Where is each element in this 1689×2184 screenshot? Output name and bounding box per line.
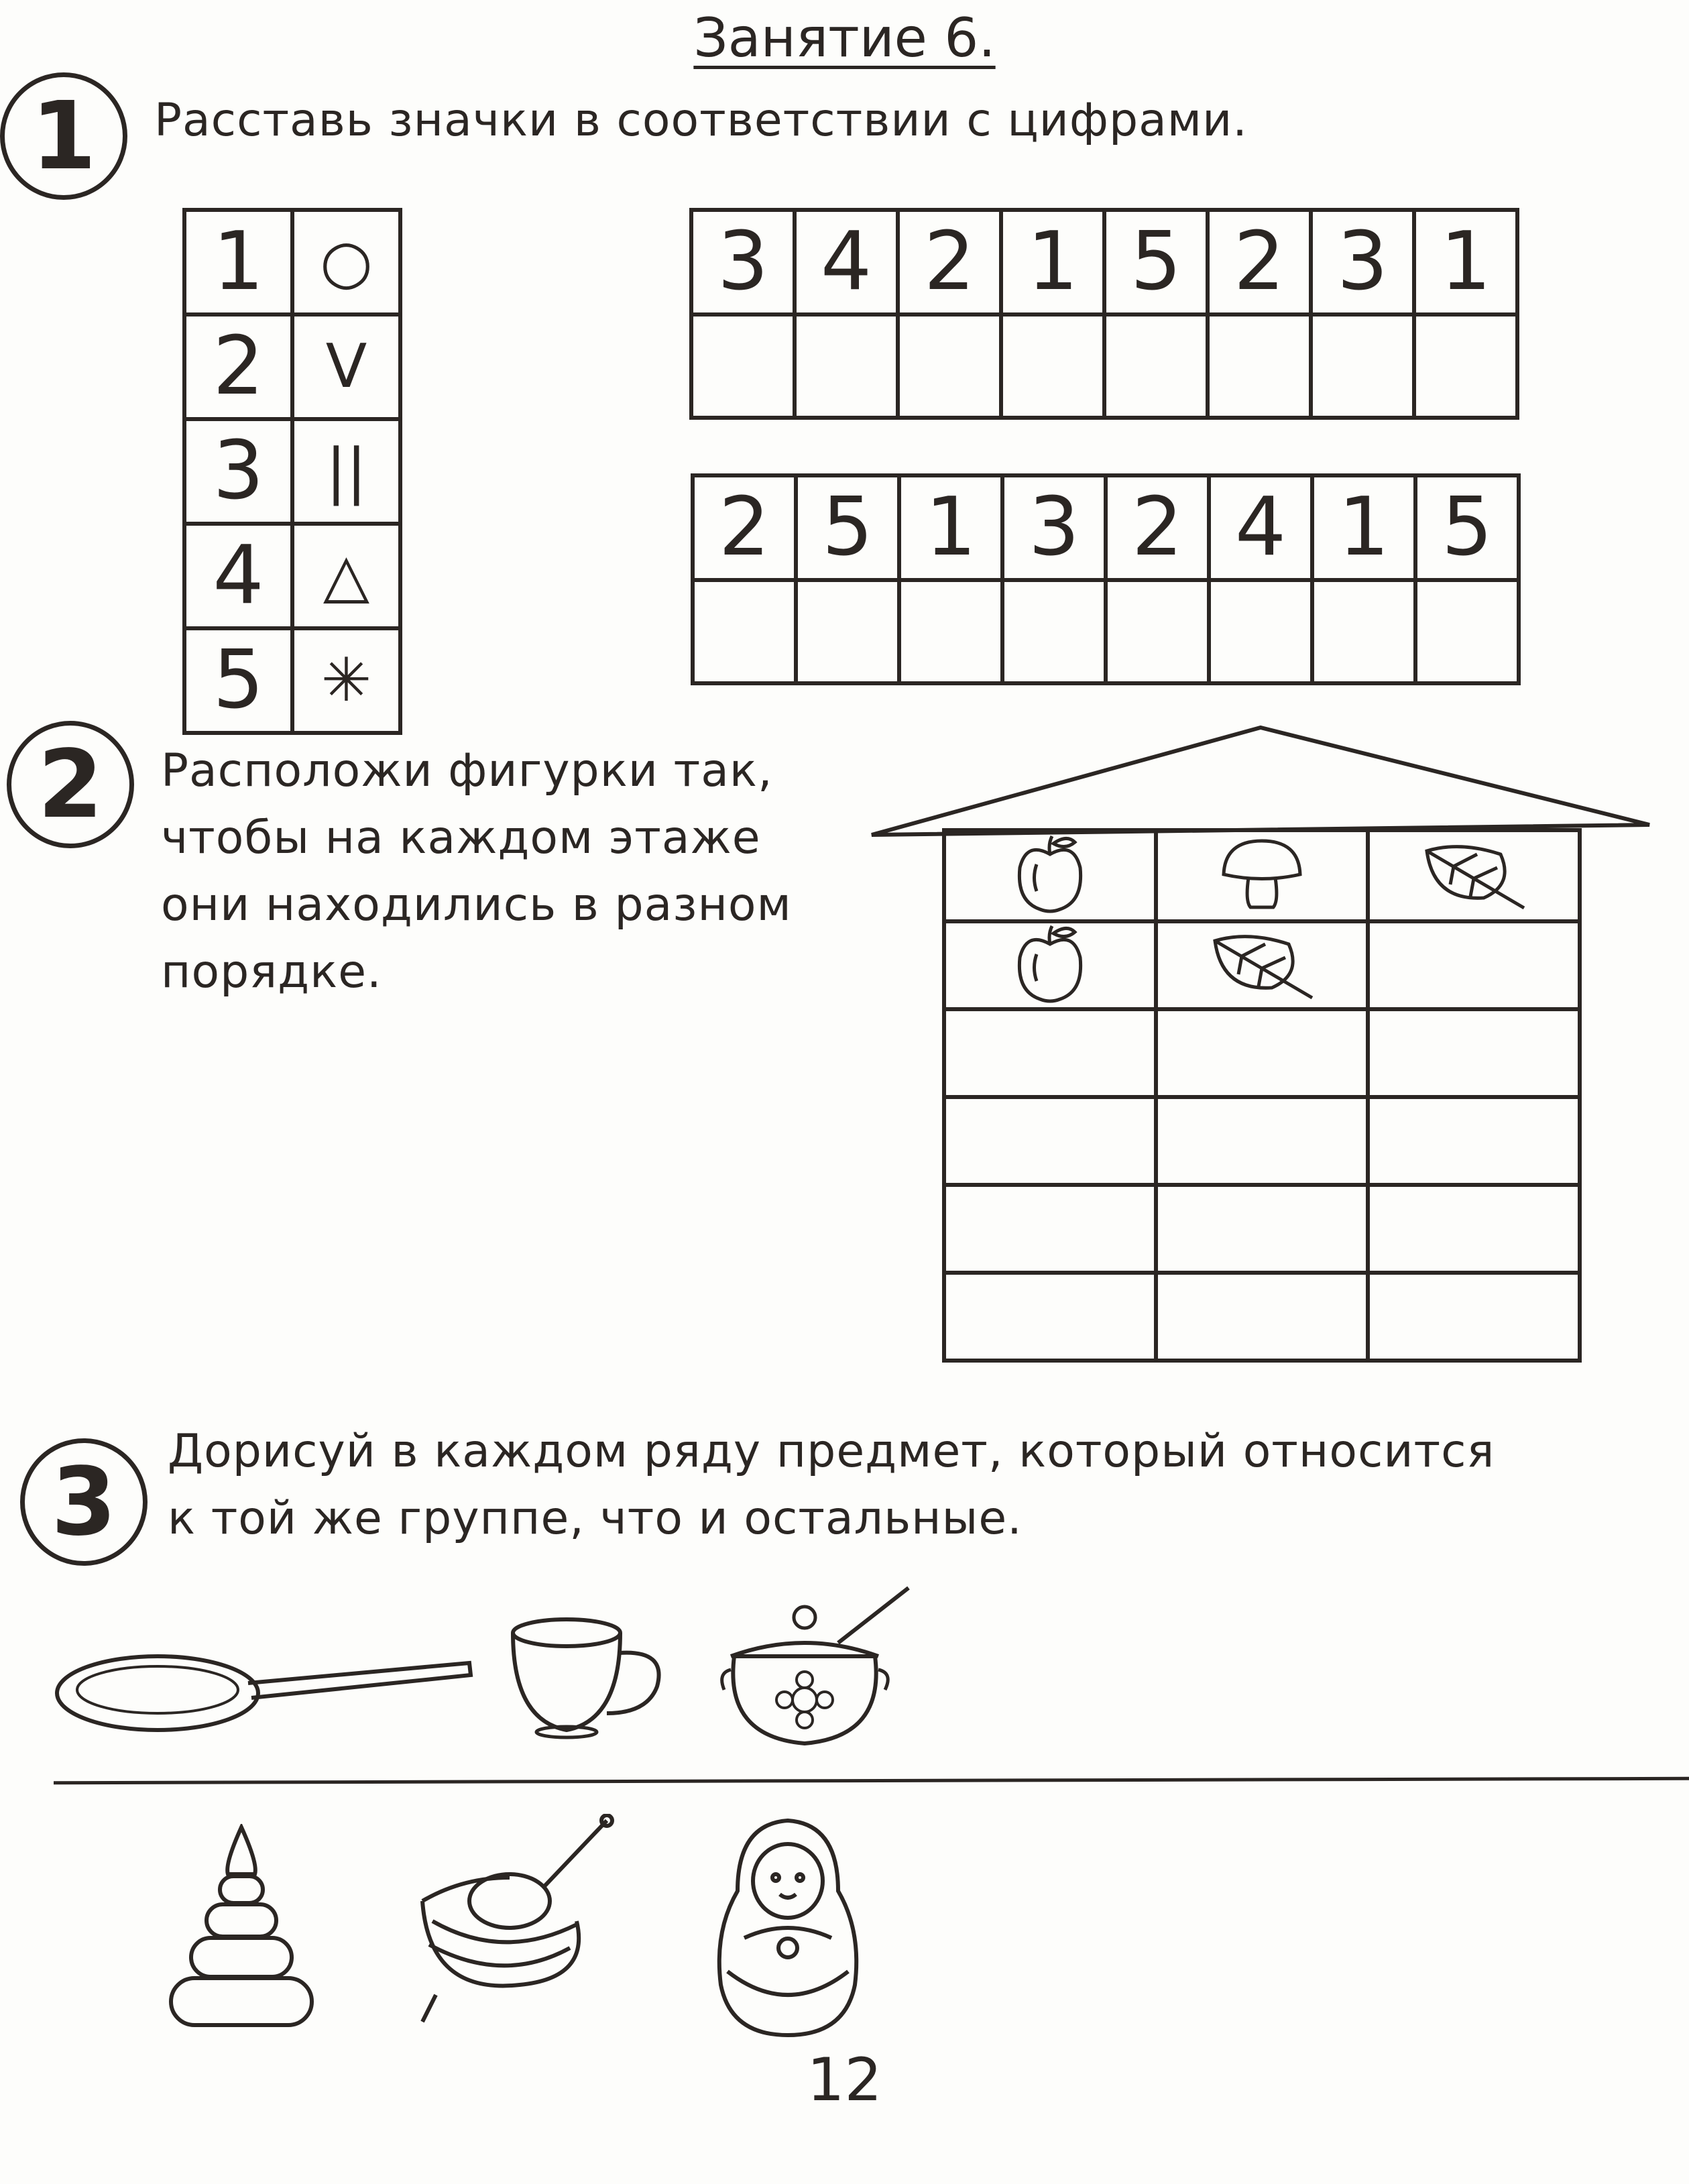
- house-cell-empty[interactable]: [1368, 1273, 1580, 1361]
- spinning-top-icon: [409, 1814, 617, 2035]
- task-1-instruction: Расставь значки в соответствии с цифрами.: [154, 94, 1248, 147]
- leaf-icon: [1208, 991, 1316, 1004]
- sequence-digit: 1: [1001, 210, 1104, 314]
- answer-cell[interactable]: [1002, 580, 1106, 683]
- sequence-table-2: [691, 473, 1521, 685]
- house-grid: [942, 828, 1582, 1363]
- legend-row: [184, 314, 400, 419]
- house-cell-apple: [944, 830, 1156, 921]
- answer-cell[interactable]: [691, 314, 795, 418]
- digit-row: [691, 210, 1517, 314]
- sequence-digit: 4: [795, 210, 898, 314]
- legend-digit: 2: [184, 314, 292, 419]
- sequence-table-1: [689, 208, 1519, 420]
- house-cell-empty[interactable]: [944, 1009, 1156, 1097]
- sequence-digit: 1: [1414, 210, 1517, 314]
- apple-icon: [1013, 994, 1087, 1007]
- digit-row: [693, 475, 1519, 580]
- sequence-digit: 5: [1104, 210, 1208, 314]
- task-2-instruction: [161, 738, 792, 1006]
- sequence-digit: 2: [898, 210, 1001, 314]
- frying-pan-icon: [47, 1636, 476, 1743]
- answer-cell[interactable]: [1209, 580, 1312, 683]
- sequence-digit: 3: [1311, 210, 1414, 314]
- legend-row: [184, 419, 400, 524]
- answer-cell[interactable]: [898, 314, 1001, 418]
- answer-cell[interactable]: [1414, 314, 1517, 418]
- house-floor: [944, 1273, 1580, 1361]
- legend-symbol: ○: [292, 210, 400, 314]
- answer-cell[interactable]: [1311, 314, 1414, 418]
- matryoshka-icon: [711, 1817, 865, 2038]
- task-3-line: к той же группе, что и остальные.: [168, 1492, 1023, 1545]
- task-3-number: 3: [20, 1438, 148, 1566]
- legend-row: [184, 210, 400, 314]
- task-2-line: они находились в разном: [161, 878, 792, 931]
- house-cell-empty[interactable]: [1156, 1097, 1368, 1185]
- sequence-digit: 3: [1002, 475, 1106, 580]
- answer-cell[interactable]: [1208, 314, 1311, 418]
- house-roof: [865, 724, 1656, 838]
- apple-icon: [1013, 905, 1087, 917]
- task-2-line: Расположи фигурки так,: [161, 744, 773, 797]
- answer-row: [691, 314, 1517, 418]
- answer-cell[interactable]: [1415, 580, 1519, 683]
- house-cell-empty[interactable]: [1368, 1185, 1580, 1273]
- answer-row: [693, 580, 1519, 683]
- legend-symbol: ||: [292, 419, 400, 524]
- pot-icon: [717, 1583, 919, 1750]
- legend-row: [184, 628, 400, 733]
- house-cell-empty[interactable]: [944, 1185, 1156, 1273]
- task-3-line: Дорисуй в каждом ряду предмет, который относится: [168, 1425, 1495, 1478]
- legend-table: [182, 208, 402, 735]
- task-2-line: порядке.: [161, 945, 382, 998]
- task-2-line: чтобы на каждом этаже: [161, 811, 761, 864]
- house-cell-empty[interactable]: [1156, 1185, 1368, 1273]
- answer-cell[interactable]: [796, 580, 899, 683]
- legend-symbol: △: [292, 524, 400, 628]
- answer-cell[interactable]: [1312, 580, 1415, 683]
- house-cell-empty[interactable]: [1368, 921, 1580, 1009]
- answer-cell[interactable]: [899, 580, 1002, 683]
- legend-row: [184, 524, 400, 628]
- answer-cell[interactable]: [693, 580, 796, 683]
- legend-symbol: V: [292, 314, 400, 419]
- sequence-digit: 4: [1209, 475, 1312, 580]
- house-cell-leaf: [1156, 921, 1368, 1009]
- sequence-digit: 1: [899, 475, 1002, 580]
- sequence-digit: 5: [796, 475, 899, 580]
- legend-symbol: ✳: [292, 628, 400, 733]
- task-1-number: 1: [0, 72, 127, 200]
- answer-cell[interactable]: [1001, 314, 1104, 418]
- house-cell-empty[interactable]: [944, 1273, 1156, 1361]
- house-floor: [944, 830, 1580, 921]
- sequence-digit: 2: [1106, 475, 1209, 580]
- mushroom-icon: [1218, 901, 1305, 914]
- task-2-number: 2: [7, 721, 134, 848]
- sequence-digit: 2: [1208, 210, 1311, 314]
- task-3-instruction: [168, 1418, 1495, 1552]
- answer-cell[interactable]: [1104, 314, 1208, 418]
- house-floor: [944, 1009, 1580, 1097]
- leaf-icon: [1420, 901, 1527, 914]
- house-cell-empty[interactable]: [1368, 1009, 1580, 1097]
- page-title: Занятие 6.: [693, 7, 996, 69]
- house-floor: [944, 1185, 1580, 1273]
- legend-digit: 3: [184, 419, 292, 524]
- legend-digit: 5: [184, 628, 292, 733]
- answer-cell[interactable]: [795, 314, 898, 418]
- answer-cell[interactable]: [1106, 580, 1209, 683]
- house-floor: [944, 1097, 1580, 1185]
- house-cell-empty[interactable]: [1156, 1009, 1368, 1097]
- house-cell-empty[interactable]: [1368, 1097, 1580, 1185]
- house-cell-apple: [944, 921, 1156, 1009]
- house-cell-mushroom: [1156, 830, 1368, 921]
- sequence-digit: 1: [1312, 475, 1415, 580]
- cup-icon: [506, 1613, 674, 1740]
- house-floor: [944, 921, 1580, 1009]
- house-cell-empty[interactable]: [944, 1097, 1156, 1185]
- sequence-digit: 5: [1415, 475, 1519, 580]
- house-cell-leaf: [1368, 830, 1580, 921]
- sequence-digit: 3: [691, 210, 795, 314]
- pyramid-toy-icon: [161, 1824, 322, 2038]
- row-separator: [54, 1777, 1689, 1784]
- sequence-digit: 2: [693, 475, 796, 580]
- house-cell-empty[interactable]: [1156, 1273, 1368, 1361]
- legend-digit: 4: [184, 524, 292, 628]
- legend-digit: 1: [184, 210, 292, 314]
- page-number: 12: [807, 2045, 882, 2114]
